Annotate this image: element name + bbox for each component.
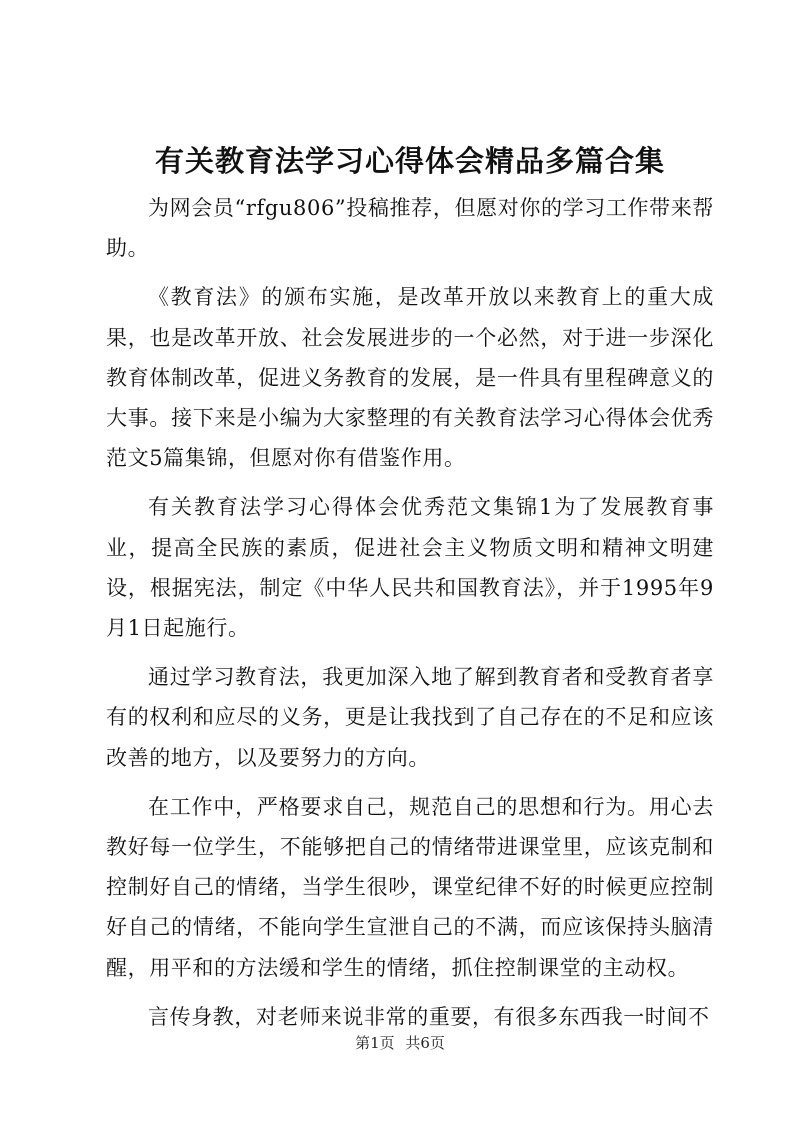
paragraph-teaching: 言传身教，对老师来说非常的重要，有很多东西我一时间不 [148,1004,710,1029]
paragraph-intro: 为网会员“rfgu806”投稿推荐，但愿对你的学习工作带来帮助。 [106,196,714,261]
paragraph-background: 《教育法》的颁布实施，是改革开放以来教育上的重大成果，也是改革开放、社会发展进步的一个必然，对于进一步深化教育体制改革，促进义务教育的发展，是一件具有里程碑意义的大事。接下来是小编为大家整理的有关教育法学习心得体会优秀范文5篇集锦，但愿对你有借鉴作用。 [106,285,714,471]
paragraph-sample-1: 有关教育法学习心得体会优秀范文集锦1为了发展教育事业，提高全民族的素质，促进社会主义物质文明和精神文明建设，根据宪法，制定《中华人民共和国教育法》，并于1995年9月1日起施行。 [106,495,714,641]
page-footer [0,1032,800,1053]
page-number: 第1页 [355,1034,395,1052]
document-title: 有关教育法学习心得体会精品多篇合集 [154,144,665,178]
page-total: 共6页 [405,1034,445,1052]
paragraph-reflection: 通过学习教育法，我更加深入地了解到教育者和受教育者享有的权利和应尽的义务，更是让我找到了自己存在的不足和应该改善的地方，以及要努力的方向。 [106,665,714,770]
paragraph-work: 在工作中，严格要求自己，规范自己的思想和行为。用心去教好每一位学生，不能够把自己的情绪带进课堂里，应该克制和控制好自己的情绪，当学生很吵，课堂纪律不好的时候更应控制好自己的情绪，不能向学生宣泄自己的不满，而应该保持头脑清醒，用平和的方法缓和学生的情绪，抓住控制课堂的主动权。 [106,794,714,980]
